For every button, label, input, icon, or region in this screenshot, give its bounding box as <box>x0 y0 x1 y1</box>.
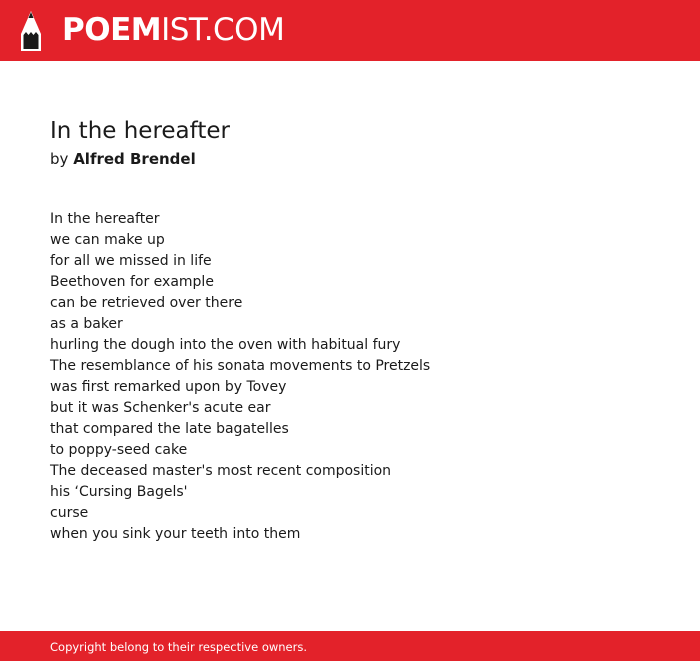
site-header <box>0 0 700 61</box>
poem-line: curse <box>50 505 89 521</box>
site-footer <box>0 631 700 661</box>
poem-line: as a baker <box>50 316 123 332</box>
poem-line: we can make up <box>50 232 165 248</box>
poem-line: hurling the dough into the oven with habitual fury <box>50 337 401 353</box>
poem-line: was first remarked upon by Tovey <box>50 379 287 395</box>
author-name: Alfred Brendel <box>73 150 196 168</box>
poem-line: The resemblance of his sonata movements to Pretzels <box>50 358 431 374</box>
logo-thin-text: IST.COM <box>161 12 285 48</box>
byline-prefix: by <box>50 150 69 168</box>
poem-line: can be retrieved over there <box>50 295 243 311</box>
copyright-notice: Copyright belong to their respective owners. <box>50 640 308 654</box>
poem-line: his ‘Cursing Bagels' <box>50 484 188 500</box>
poem-line: to poppy-seed cake <box>50 442 188 458</box>
poem-line: but it was Schenker's acute ear <box>50 400 271 416</box>
poem-line: for all we missed in life <box>50 253 212 269</box>
poem-content <box>50 115 650 545</box>
poem-body <box>50 209 650 545</box>
poem-line: In the hereafter <box>50 211 160 227</box>
poem-line: The deceased master's most recent composition <box>50 463 392 479</box>
logo-bold-text: POEM <box>62 12 162 48</box>
byline <box>50 147 650 171</box>
site-logo-text <box>62 12 285 48</box>
poem-line: that compared the late bagatelles <box>50 421 289 437</box>
poem-line: when you sink your teeth into them <box>50 526 301 542</box>
site-logo-link[interactable] <box>18 9 284 52</box>
poem-title: In the hereafter <box>50 118 230 144</box>
poem-line: Beethoven for example <box>50 274 214 290</box>
pencil-icon <box>18 10 44 52</box>
